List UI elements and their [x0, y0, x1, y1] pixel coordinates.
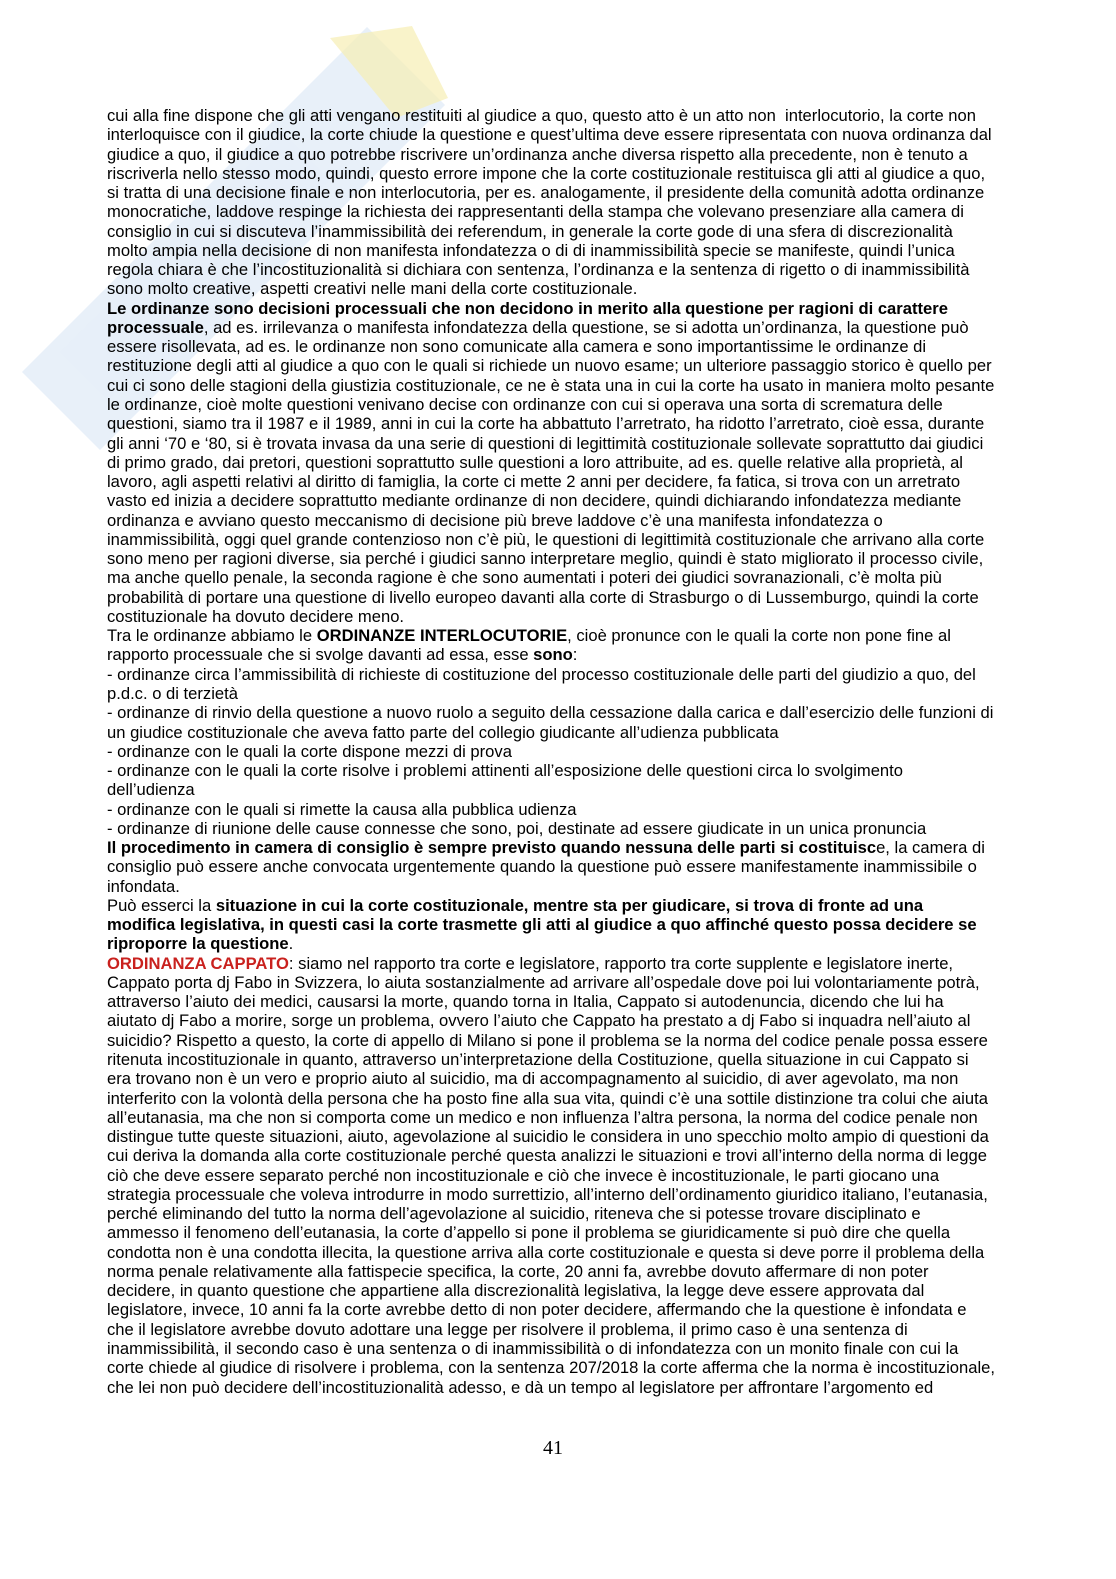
text-line: interferito con la volontà della persona che ha posto fine alla sua vita, quindi c’è una sottile distinzione tra colui che aiuta	[107, 1088, 988, 1108]
list-item: - ordinanze di rinvio della questione a nuovo ruolo a seguito della cessazione dalla carica e dall’esercizio delle funzioni di	[107, 703, 994, 723]
document-body	[107, 106, 995, 1397]
list-item: - ordinanze con le quali si rimette la causa alla pubblica udienza	[107, 799, 577, 819]
text-line: era trovano non è un vero e proprio aiuto al suicidio, ma di accompagnamento al suicidio, di aver agevolato, ma non	[107, 1069, 959, 1089]
text-line: gli anni ‘70 e ‘80, si è trovata invasa da una serie di questioni di legittimità costituzionale sollevate soprattutto dai giudici	[107, 433, 984, 453]
text-line: suicidio? Rispetto a questo, la corte di appello di Milano si pone il problema se la norma del codice penale possa essere	[107, 1030, 988, 1050]
highlight-red-text: ORDINANZA CAPPATO	[107, 953, 289, 973]
text-span: Tra le ordinanze abbiamo le	[107, 626, 317, 646]
text-line: regola chiara è che l’incostituzionalità si dichiara con sentenza, l’ordinanza e la sentenza di rigetto o di inammissibilità	[107, 260, 970, 280]
text-line: ma anche quello penale, la seconda ragione è che sono aumentati i poteri dei giudici sovranazionali, c’è molta più	[107, 568, 942, 588]
text-line	[107, 838, 995, 857]
text-line: condotta non è una condotta illecita, la questione arriva alla corte costituzionale e questa si deve porre il problema della	[107, 1242, 985, 1262]
text-line	[107, 934, 995, 953]
text-line: interloquisce con il giudice, la corte chiude la questione e quest’ultima deve essere ripresentata con nuova ordinanza dal	[107, 125, 992, 145]
text-line: strategia processuale che voleva introdurre in modo surrettizio, all’interno dell’ordinamento giuridico italiano, l’eutanasia,	[107, 1184, 988, 1204]
bold-text: ORDINANZE INTERLOCUTORIE	[316, 626, 568, 646]
text-line: sono meno per ragioni diverse, sia perché i giudici sanno interpretare meglio, quindi è stato migliorato il processo civile,	[107, 549, 984, 569]
text-line: vasto ed inizia a decidere soprattutto mediante ordinanze di non decidere, quindi dichiarando infondatezza mediante	[107, 491, 962, 511]
text-line: restituzione degli atti al giudice a quo con le quali si richiede un nuovo esame; un ulteriore passaggio storico è quello per	[107, 356, 992, 376]
text-span: e, la camera di	[876, 838, 985, 858]
text-line: sono molto creative, aspetti creativi nelle mani della corte costituzionale.	[107, 279, 638, 299]
text-line	[107, 954, 995, 973]
text-line: perché eliminando del tutto la norma dell’agevolazione al suicidio, riteneva che si potesse trovare disciplinato e	[107, 1204, 921, 1224]
text-line: all’eutanasia, ma che non si comporta come un medico e non influenza l’altra persona, la norma del codice penale non	[107, 1107, 978, 1127]
list-item: - ordinanze con le quali la corte risolve i problemi attinenti all’esposizione delle questioni circa lo svolgimento	[107, 761, 903, 781]
text-line	[107, 896, 995, 915]
text-line: consiglio può essere anche convocata urgentemente quando la questione può essere manifestamente inammissibile o	[107, 857, 977, 877]
text-line: questioni, siamo tra il 1987 e il 1989, anni in cui la corte ha abbattuto l’arretrato, ha ridotto l’arretrato, cioè essa, durante	[107, 414, 985, 434]
text-line: aiutato dj Fabo a morire, sorge un problema, ovvero l’aiuto che Cappato ha prestato a dj Fabo si inquadra nell’aiuto al	[107, 1011, 971, 1031]
text-line: ritenuta incostituzionale in quanto, attraverso un’interpretazione della Costituzione, quella situazione in cui Cappato si	[107, 1050, 969, 1070]
text-line: lavoro, agli aspetti relativi al diritto di famiglia, la corte ci mette 2 anni per decidere, fa fatica, si trova con un arretrato	[107, 472, 961, 492]
text-line: molto ampia nella decisione di non manifesta infondatezza o di di inammissibilità specie se manifeste, quindi l’unica	[107, 240, 955, 260]
text-line: Cappato porta dj Fabo in Svizzera, lo aiuta sostanzialmente ad arrivare all’ospedale dove poi lui volontariamente potrà,	[107, 972, 980, 992]
text-line: cui deriva la domanda alla corte costituzionale perché questa analizzi le situazioni e trovi all’interno della norma di legge	[107, 1146, 987, 1166]
text-line: cui ci sono delle stagioni della giustizia costituzionale, ce ne è stata una in cui la corte ha usato in maniera molto pesante	[107, 375, 995, 395]
text-line: costituzionale ha dovuto decidere meno.	[107, 606, 405, 626]
bold-text: processuale	[107, 317, 204, 337]
page-number: 41	[543, 1437, 563, 1459]
list-item: - ordinanze circa l’ammissibilità di richieste di costituzione del processo costituzionale delle parti del giudizio a quo, del	[107, 664, 976, 684]
text-line	[107, 626, 995, 645]
text-line: inammissibilità, il secondo caso è una sentenza o di inammissibilità o di infondatezza con un monito finale con cui la	[107, 1339, 959, 1358]
bold-text: situazione in cui la corte costituzionale, mentre sta per giudicare, si trova di fronte ad una	[215, 895, 924, 915]
text-line: legislatore, invece, 10 anni fa la corte avrebbe detto di non poter decidere, affermando che la questione è infondata e	[107, 1300, 967, 1320]
text-line: giudice a quo, il giudice a quo potrebbe riscrivere un’ordinanza anche diversa rispetto alla precedente, non è tenuto a	[107, 144, 968, 164]
text-line: p.d.c. o di terzietà	[107, 683, 238, 703]
text-line: riscriverla nello stesso modo, quindi, questo errore impone che la corte costituzionale restituisca gli atti al giudice a quo,	[107, 163, 986, 183]
list-item: - ordinanze di riunione delle cause connesse che sono, poi, destinate ad essere giudicate in un unica pronuncia	[107, 818, 927, 838]
text-line: le ordinanze, cioè molte questioni venivano decise con ordinanze con cui si operava una sorta di scrematura delle	[107, 394, 943, 414]
text-line: cui alla fine dispone che gli atti vengano restituiti al giudice a quo, questo atto è un atto non interlocutorio, la corte non	[107, 106, 976, 125]
text-line: essere risollevata, ad es. le ordinanze non sono comunicate alla camera e sono importantissime le ordinanze di	[107, 337, 927, 357]
text-line: di primo grado, dai pretori, questioni soprattutto sulle questioni a loro attribuite, ad es. quelle relative alla proprietà, al	[107, 452, 963, 472]
text-line: infondata.	[107, 876, 180, 896]
text-line: dell’udienza	[107, 780, 195, 800]
bold-text-line: modifica legislativa, in questi casi la corte trasmette gli atti al giudice a quo affinché questo possa decidere se	[107, 915, 977, 935]
text-line: consiglio in cui si discuteva l’inammissibilità dei referendum, in generale la corte gode di una sfera di discrezionalità	[107, 221, 953, 241]
text-line: corte chiede al giudice di risolvere i problema, con la sentenza 207/2018 la corte afferma che la norma è incostituzionale,	[107, 1358, 995, 1378]
text-line	[107, 645, 995, 664]
text-line: probabilità di portare una questione di livello europeo davanti alla corte di Strasburgo o di Lussemburgo, quindi la corte	[107, 587, 979, 607]
text-line: che lei non può decidere dell’incostituzionalità adesso, e dà un tempo al legislatore per affrontare l’argomento ed	[107, 1377, 934, 1397]
text-line: decidere, in quanto questione che appartiene alla discrezionalità legislativa, la legge deve essere approvata dal	[107, 1281, 925, 1301]
text-span: Può esserci la	[107, 895, 216, 915]
text-span: : siamo nel rapporto tra corte e legislatore, rapporto tra corte supplente e legislatore inerte,	[288, 953, 954, 973]
text-span: rapporto processuale che si svolge davanti ad essa, esse	[107, 645, 534, 665]
text-span: :	[572, 645, 578, 665]
list-item: - ordinanze con le quali la corte dispone mezzi di prova	[107, 741, 512, 761]
text-span: , cioè pronunce con le quali la corte non pone fine al	[567, 626, 951, 646]
text-span: .	[288, 934, 294, 954]
bold-text: Il procedimento in camera di consiglio è sempre previsto quando nessuna delle parti si costituisc	[107, 838, 877, 858]
text-line: monocratiche, laddove respinge la richiesta dei rappresentanti della stampa che volevano presenziare alla camera di	[107, 202, 964, 222]
text-span: , ad es. irrilevanza o manifesta infondatezza della questione, se si adotta un’ordinanza, la questione può	[203, 317, 969, 337]
text-line: ciò che deve essere separato perché non incostituzionale e ciò che invece è incostituzionale, le parti giocano una	[107, 1165, 940, 1185]
text-line: norma penale relativamente alla fattispecie specifica, la corte, 20 anni fa, avrebbe dovuto affermare di non poter	[107, 1261, 929, 1281]
text-line: inammissibilità, oggi quel grande contenzioso non c’è più, le questioni di legittimità costituzionale che arrivano alla corte	[107, 529, 985, 549]
text-line: ordinanza e avviano questo meccanismo di decisione più breve laddove c’è una manifesta infondatezza o	[107, 510, 883, 530]
text-line: ammesso il fenomeno dell’eutanasia, la corte d’appello si pone il problema se giuridicamente si può dire che quella	[107, 1223, 951, 1243]
text-line: un giudice costituzionale che aveva fatto parte del collegio giudicante all’udienza pubblicata	[107, 722, 779, 742]
text-line: che il legislatore avrebbe dovuto adottare una legge per risolvere il problema, il primo caso è una sentenza di	[107, 1319, 908, 1339]
bold-text: sono	[533, 645, 573, 665]
text-line	[107, 318, 995, 337]
text-line: attraverso l’aiuto dei medici, causarsi la morte, quando torna in Italia, Cappato si autodenuncia, dicendo che lui ha	[107, 992, 944, 1012]
text-line: distingue tutte queste situazioni, aiuto, agevolazione al suicidio le considera in uno specchio molto ampio di questioni da	[107, 1127, 989, 1147]
bold-text-line: Le ordinanze sono decisioni processuali che non decidono in merito alla questione per ragioni di carattere	[107, 298, 948, 318]
bold-text: riproporre la questione	[107, 934, 289, 954]
text-line: si tratta di una decisione finale e non interlocutoria, per es. analogamente, il presidente della comunità adotta ordinanze	[107, 183, 985, 203]
